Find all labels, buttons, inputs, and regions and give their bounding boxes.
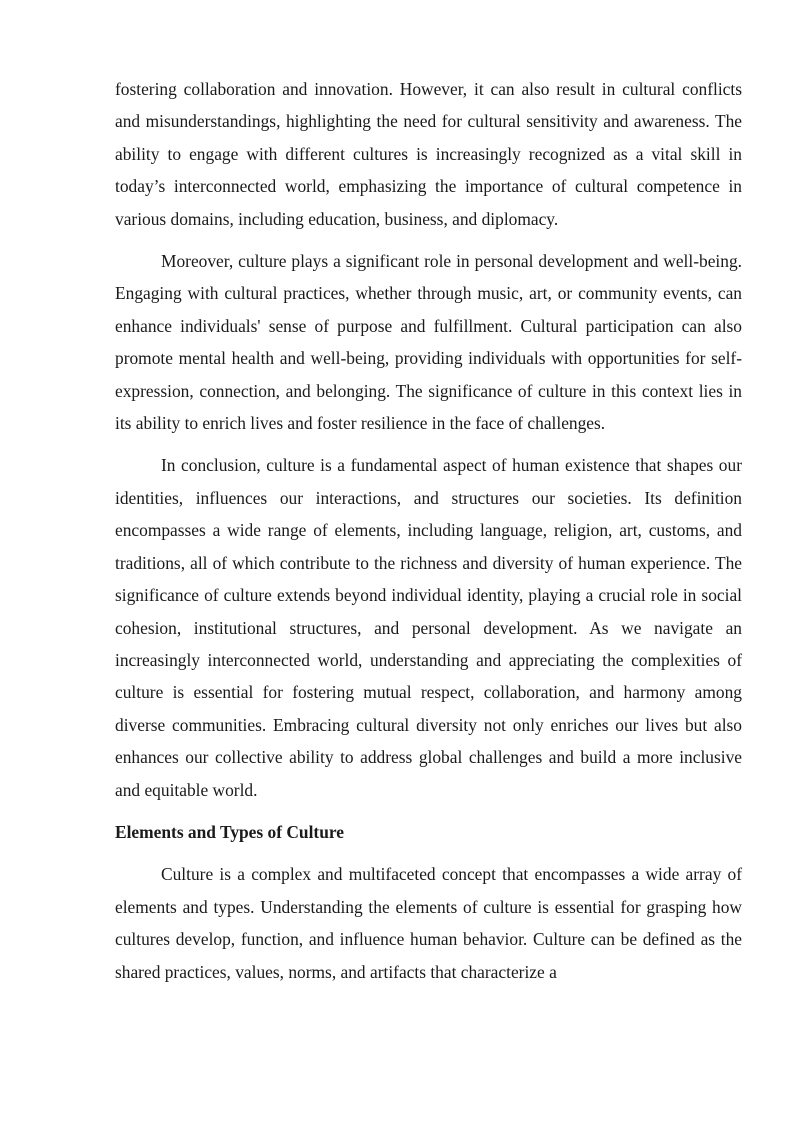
paragraph-cultural-competence: fostering collaboration and innovation. However, it can also result in cultural conflicts and misunderstandings, highlighting the need for cultural sensitivity and awareness. The ability to engage with different cultures is increasingly recognized as a vital skill in today’s interconnected world, emphasizing the importance of cultural competence in various domains, including education, business, and diplomacy. bbox=[115, 79, 742, 229]
paragraph-elements-intro: Culture is a complex and multifaceted concept that encompasses a wide array of elements and types. Understanding the elements of culture is essential for grasping how cultures develop, function, and influence human behavior. Culture can be defined as the shared practices, values, norms, and artifacts that characterize a bbox=[115, 864, 742, 982]
paragraph-personal-development: Moreover, culture plays a significant role in personal development and well-being. Engaging with cultural practices, whether through music, art, or community events, can enhance individuals' sense of purpose and fulfillment. Cultural participation can also promote mental health and well-being, providing individuals with opportunities for self-expression, connection, and belonging. The significance of culture in this context lies in its ability to enrich lives and foster resilience in the face of challenges. bbox=[115, 251, 742, 434]
paragraph-conclusion: In conclusion, culture is a fundamental aspect of human existence that shapes our identities, influences our interactions, and structures our societies. Its definition encompasses a wide range of elements, including language, religion, art, customs, and traditions, all of which contribute to the richness and diversity of human experience. The significance of culture extends beyond individual identity, playing a crucial role in social cohesion, institutional structures, and personal development. As we navigate an increasingly interconnected world, understanding and appreciating the complexities of culture is essential for fostering mutual respect, collaboration, and harmony among diverse communities. Embracing cultural diversity not only enriches our lives but also enhances our collective ability to address global challenges and build a more inclusive and equitable world. bbox=[115, 455, 742, 800]
document-page bbox=[115, 73, 742, 998]
section-heading: Elements and Types of Culture bbox=[115, 821, 344, 842]
